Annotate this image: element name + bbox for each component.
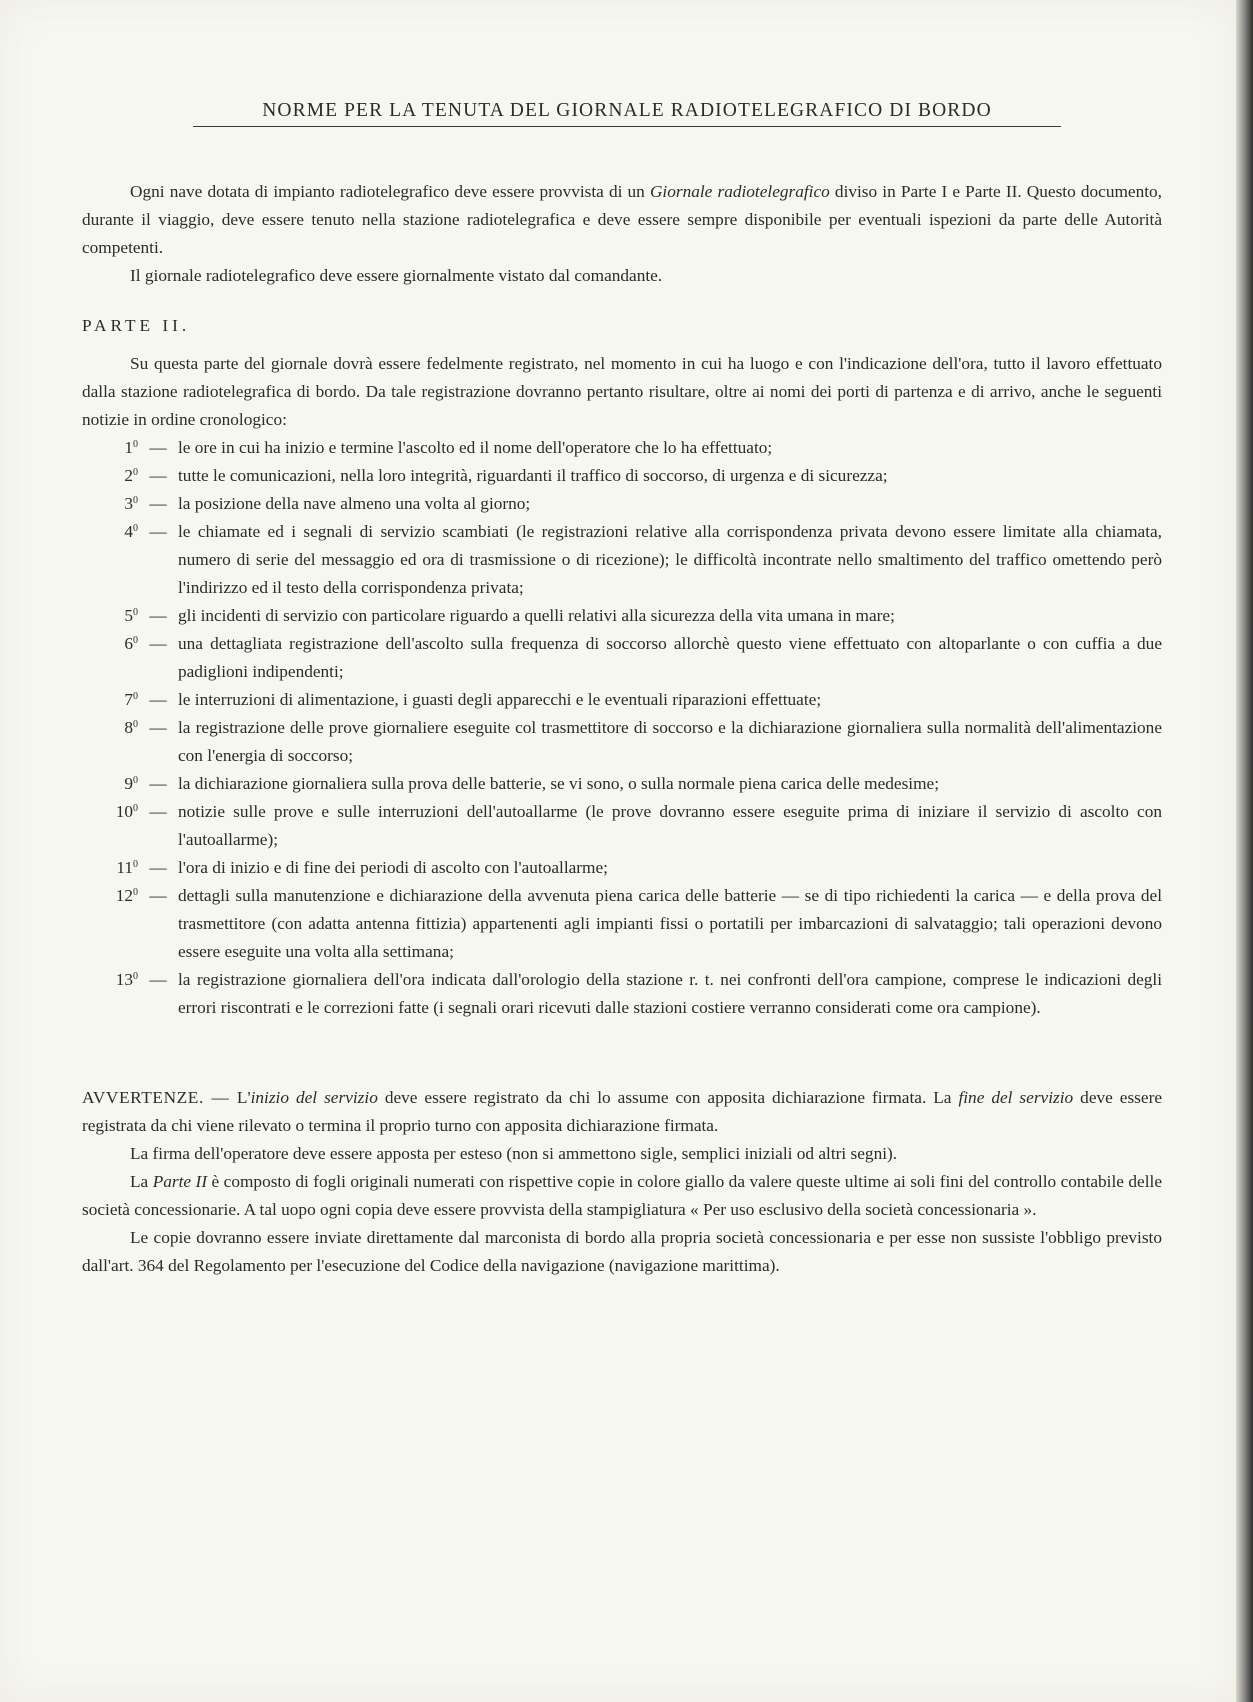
item-ordinal-mark: 0 xyxy=(133,607,138,618)
list-item-dash: — xyxy=(149,690,167,709)
avvertenze-text-c: deve essere registrata da chi viene rilevato o termina il proprio turno con apposita dichiarazione firmata. xyxy=(82,1088,1162,1135)
item-ordinal-mark: 0 xyxy=(133,859,138,870)
list-item-dash: — xyxy=(149,466,167,485)
list-item-number xyxy=(82,630,138,658)
list-item-number xyxy=(82,854,138,882)
list-item-dash: — xyxy=(149,606,167,625)
list-item xyxy=(82,462,1162,490)
avvertenze-paragraph-3 xyxy=(82,1168,1162,1224)
list-item-text: gli incidenti di servizio con particolare riguardo a quelli relativi alla sicurezza della vita umana in mare; xyxy=(178,606,895,625)
item-ordinal-mark: 0 xyxy=(133,467,138,478)
item-number: 11 xyxy=(116,858,133,877)
spacer xyxy=(82,1022,1162,1084)
numbered-list xyxy=(82,434,1162,1022)
item-ordinal-mark: 0 xyxy=(133,635,138,646)
list-item-number xyxy=(82,434,138,462)
item-number: 5 xyxy=(124,606,133,625)
document-body xyxy=(82,178,1162,1280)
list-item xyxy=(82,434,1162,462)
item-number: 13 xyxy=(115,970,133,989)
list-item-text: le ore in cui ha inizio e termine l'ascolto ed il nome dell'operatore che lo ha effettuato; xyxy=(178,438,773,457)
item-ordinal-mark: 0 xyxy=(133,803,138,814)
list-item-dash: — xyxy=(149,886,167,905)
item-number: 4 xyxy=(124,522,133,541)
list-item-text: notizie sulle prove e sulle interruzioni dell'autoallarme (le prove dovranno essere eseguite prima di iniziare il servizio di ascolto con l'autoallarme); xyxy=(178,802,1162,849)
avvertenze-label: AVVERTENZE. — xyxy=(82,1088,237,1107)
list-item xyxy=(82,798,1162,854)
list-item-text: l'ora di inizio e di fine dei periodi di ascolto con l'autoallarme; xyxy=(178,858,608,877)
intro-text-b: diviso in Parte I e Parte II. Questo documento, durante il viaggio, deve essere tenuto nella stazione radiotelegrafica e deve essere sempre disponibile per eventuali ispezioni da parte delle Autorità competenti. xyxy=(82,182,1162,257)
list-item-number xyxy=(82,490,138,518)
scan-edge xyxy=(1236,0,1253,1702)
list-item-text: la registrazione delle prove giornaliere eseguite col trasmettitore di soccorso e la dichiarazione giornaliera sulla normalità dell'alimentazione con l'energia di soccorso; xyxy=(178,718,1162,765)
item-number: 8 xyxy=(124,718,133,737)
item-ordinal-mark: 0 xyxy=(133,439,138,450)
item-number: 3 xyxy=(124,494,133,513)
list-item-text: la dichiarazione giornaliera sulla prova delle batterie, se vi sono, o sulla normale piena carica delle medesime; xyxy=(178,774,940,793)
list-item-text: le chiamate ed i segnali di servizio scambiati (le registrazioni relative alla corrispondenza privata devono essere limitate alla chiamata, numero di serie del messaggio ed ora di trasmissione o di ricezione); le difficoltà incontrate nello smaltimento del traffico omettendo però l'indirizzo ed il testo della corrispondenza privata; xyxy=(178,522,1162,597)
list-item-text: tutte le comunicazioni, nella loro integrità, riguardanti il traffico di soccorso, di urgenza e di sicurezza; xyxy=(178,466,888,485)
avvertenze-text-e: è composto di fogli originali numerati con rispettive copie in colore giallo da valere queste ultime ai soli fini del controllo contabile delle società concessionarie. A tal uopo ogni copia deve essere provvista della stampigliatura « Per uso esclusivo della società concessionaria ». xyxy=(82,1172,1163,1219)
list-item xyxy=(82,966,1162,1022)
avvertenze-emphasis-2: fine del servizio xyxy=(958,1088,1074,1107)
list-item-dash: — xyxy=(149,970,167,989)
list-item xyxy=(82,882,1162,966)
list-item-dash: — xyxy=(149,494,167,513)
intro-emphasis: Giornale radiotelegrafico xyxy=(649,182,830,201)
list-item-number xyxy=(82,518,138,546)
list-item xyxy=(82,770,1162,798)
list-item-number xyxy=(82,770,138,798)
avvertenze-text-b: deve essere registrato da chi lo assume con apposita dichiarazione firmata. La xyxy=(377,1088,959,1107)
avvertenze-paragraph xyxy=(82,1084,1162,1140)
list-item-number xyxy=(82,966,138,994)
list-item-text: una dettagliata registrazione dell'ascolto sulla frequenza di soccorso allorchè questo viene effettuato con altoparlante o con cuffia a due padiglioni indipendenti; xyxy=(178,634,1162,681)
avvertenze-paragraph-2: La firma dell'operatore deve essere apposta per esteso (non si ammettono sigle, semplici iniziali od altri segni). xyxy=(130,1144,898,1163)
list-item-dash: — xyxy=(149,802,167,821)
item-ordinal-mark: 0 xyxy=(133,495,138,506)
list-item-number xyxy=(82,602,138,630)
spacer xyxy=(82,340,1162,350)
list-item xyxy=(82,686,1162,714)
item-ordinal-mark: 0 xyxy=(133,691,138,702)
section-lead: Su questa parte del giornale dovrà essere fedelmente registrato, nel momento in cui ha luogo e con l'indicazione dell'ora, tutto il lavoro effettuato dalla stazione radiotelegrafica di bordo. Da tale registrazione dovranno pertanto risultare, oltre ai nomi dei porti di partenza e di arrivo, anche le seguenti notizie in ordine cronologico: xyxy=(82,354,1162,429)
item-ordinal-mark: 0 xyxy=(133,971,138,982)
avvertenze-text-a: L' xyxy=(236,1088,251,1107)
item-number: 12 xyxy=(115,886,133,905)
list-item xyxy=(82,518,1162,602)
item-number: 2 xyxy=(124,466,133,485)
item-ordinal-mark: 0 xyxy=(133,523,138,534)
list-item xyxy=(82,490,1162,518)
list-item-text: la posizione della nave almeno una volta al giorno; xyxy=(178,494,531,513)
avvertenze-emphasis-3: Parte II xyxy=(152,1172,208,1191)
list-item-dash: — xyxy=(149,718,167,737)
list-item-number xyxy=(82,714,138,742)
avvertenze-emphasis-1: inizio del servizio xyxy=(250,1088,378,1107)
intro-paragraph-2: Il giornale radiotelegrafico deve essere giornalmente vistato dal comandante. xyxy=(130,266,663,285)
list-item xyxy=(82,854,1162,882)
spacer xyxy=(82,290,1162,312)
item-ordinal-mark: 0 xyxy=(133,719,138,730)
list-item-dash: — xyxy=(149,634,167,653)
item-number: 10 xyxy=(115,802,133,821)
list-item-dash: — xyxy=(149,438,167,457)
list-item-text: la registrazione giornaliera dell'ora indicata dall'orologio della stazione r. t. nei confronti dell'ora campione, comprese le indicazioni degli errori riscontrati e le correzioni fatte (i segnali orari ricevuti dalle stazioni costiere verranno considerati come ora campione). xyxy=(178,970,1162,1017)
page-title: NORME PER LA TENUTA DEL GIORNALE RADIOTELEGRAFICO DI BORDO xyxy=(193,100,1061,127)
list-item-number xyxy=(82,882,138,910)
list-item-dash: — xyxy=(149,522,167,541)
list-item-number xyxy=(82,798,138,826)
intro-paragraph xyxy=(82,178,1162,262)
intro-text-a: Ogni nave dotata di impianto radiotelegrafico deve essere provvista di un xyxy=(130,182,650,201)
avvertenze-paragraph-4: Le copie dovranno essere inviate direttamente dal marconista di bordo alla propria società concessionaria e per esse non sussiste l'obbligo previsto dall'art. 364 del Regolamento per l'esecuzione del Codice della navigazione (navigazione marittima). xyxy=(82,1228,1162,1275)
item-number: 7 xyxy=(124,690,133,709)
item-ordinal-mark: 0 xyxy=(133,887,138,898)
list-item xyxy=(82,714,1162,770)
list-item-text: le interruzioni di alimentazione, i guasti degli apparecchi e le eventuali riparazioni effettuate; xyxy=(178,690,822,709)
item-ordinal-mark: 0 xyxy=(133,775,138,786)
item-number: 9 xyxy=(124,774,133,793)
list-item xyxy=(82,602,1162,630)
list-item-dash: — xyxy=(149,858,167,877)
list-item-number xyxy=(82,462,138,490)
section-heading: PARTE II. xyxy=(82,316,191,335)
list-item-dash: — xyxy=(149,774,167,793)
list-item xyxy=(82,630,1162,686)
item-number: 1 xyxy=(124,438,133,457)
item-number: 6 xyxy=(124,634,133,653)
list-item-text: dettagli sulla manutenzione e dichiarazione della avvenuta piena carica delle batterie — se di tipo richiedenti la carica — e della prova del trasmettitore (con adatta antenna fittizia) appartenenti agli impianti fissi o portatili per imbarcazioni di salvataggio; tali operazioni devono essere eseguite una volta alla settimana; xyxy=(178,886,1162,961)
list-item-number xyxy=(82,686,138,714)
avvertenze-text-d: La xyxy=(130,1172,153,1191)
